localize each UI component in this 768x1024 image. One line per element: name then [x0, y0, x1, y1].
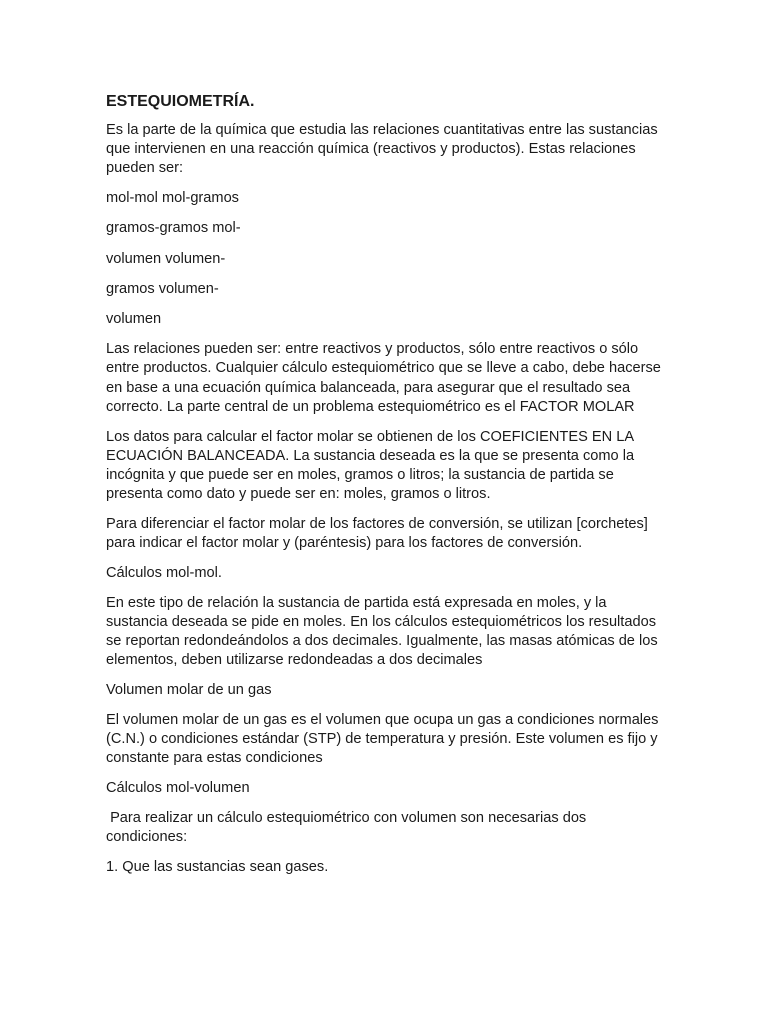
mol-volume-paragraph: Para realizar un cálculo estequiométrico con volumen son necesarias dos condiciones:: [106, 810, 591, 846]
relation-line-1: mol-mol mol-gramos: [106, 190, 239, 207]
document-title: ESTEQUIOMETRÍA.: [106, 93, 255, 110]
intro-paragraph: Es la parte de la química que estudia las relaciones cuantitativas entre las sustancias que intervienen en una reacción química (reactivos y productos). Estas relaciones pueden ser:: [106, 122, 658, 177]
document-page: [106, 92, 662, 888]
relation-line-2: gramos-gramos mol-: [106, 220, 241, 237]
section-heading-molar-volume: Volumen molar de un gas: [106, 682, 272, 699]
section-heading-mol-volume: Cálculos mol-volumen: [106, 780, 250, 797]
relation-line-5: volumen: [106, 311, 162, 328]
relation-line-3: volumen volumen-: [106, 250, 226, 267]
conversion-paragraph: Para diferenciar el factor molar de los factores de conversión, se utilizan [corchetes] para indicar el factor molar y (paréntesis) para los factores de conversión.: [106, 516, 648, 552]
relations-paragraph: Las relaciones pueden ser: entre reactivos y productos, sólo entre reactivos o sólo entre productos. Cualquier cálculo estequiométrico que se lleve a cabo, debe hacerse en base a una ecuación química balanceada, para asegurar que el resultado sea correcto. La parte central de un problema estequiométrico es el FACTOR MOLAR: [106, 341, 661, 415]
mol-mol-paragraph: En este tipo de relación la sustancia de partida está expresada en moles, y la sustancia deseada se pide en moles. En los cálculos estequiométricos los resultados se reportan redondeándolos a dos decimales. Igualmente, las masas atómicas de los elementos, deben utilizarse redondeadas a dos decimales: [106, 594, 658, 669]
molar-volume-paragraph: El volumen molar de un gas es el volumen que ocupa un gas a condiciones normales (C.N.) o condiciones estándar (STP) de temperatura y presión. Este volumen es fijo y constante para estas condiciones: [106, 712, 659, 767]
molar-factor-paragraph: Los datos para calcular el factor molar se obtienen de los COEFICIENTES EN LA ECUACIÓN BALANCEADA. La sustancia deseada es la que se presenta como la incógnita y que puede ser en moles, gramos o litros; la sustancia de partida se presenta como dato y puede ser en: moles, gramos o litros.: [106, 428, 635, 503]
section-heading-mol-mol: Cálculos mol-mol.: [106, 565, 222, 582]
condition-item-1: 1. Que las sustancias sean gases.: [106, 859, 329, 876]
relation-line-4: gramos volumen-: [106, 280, 219, 297]
